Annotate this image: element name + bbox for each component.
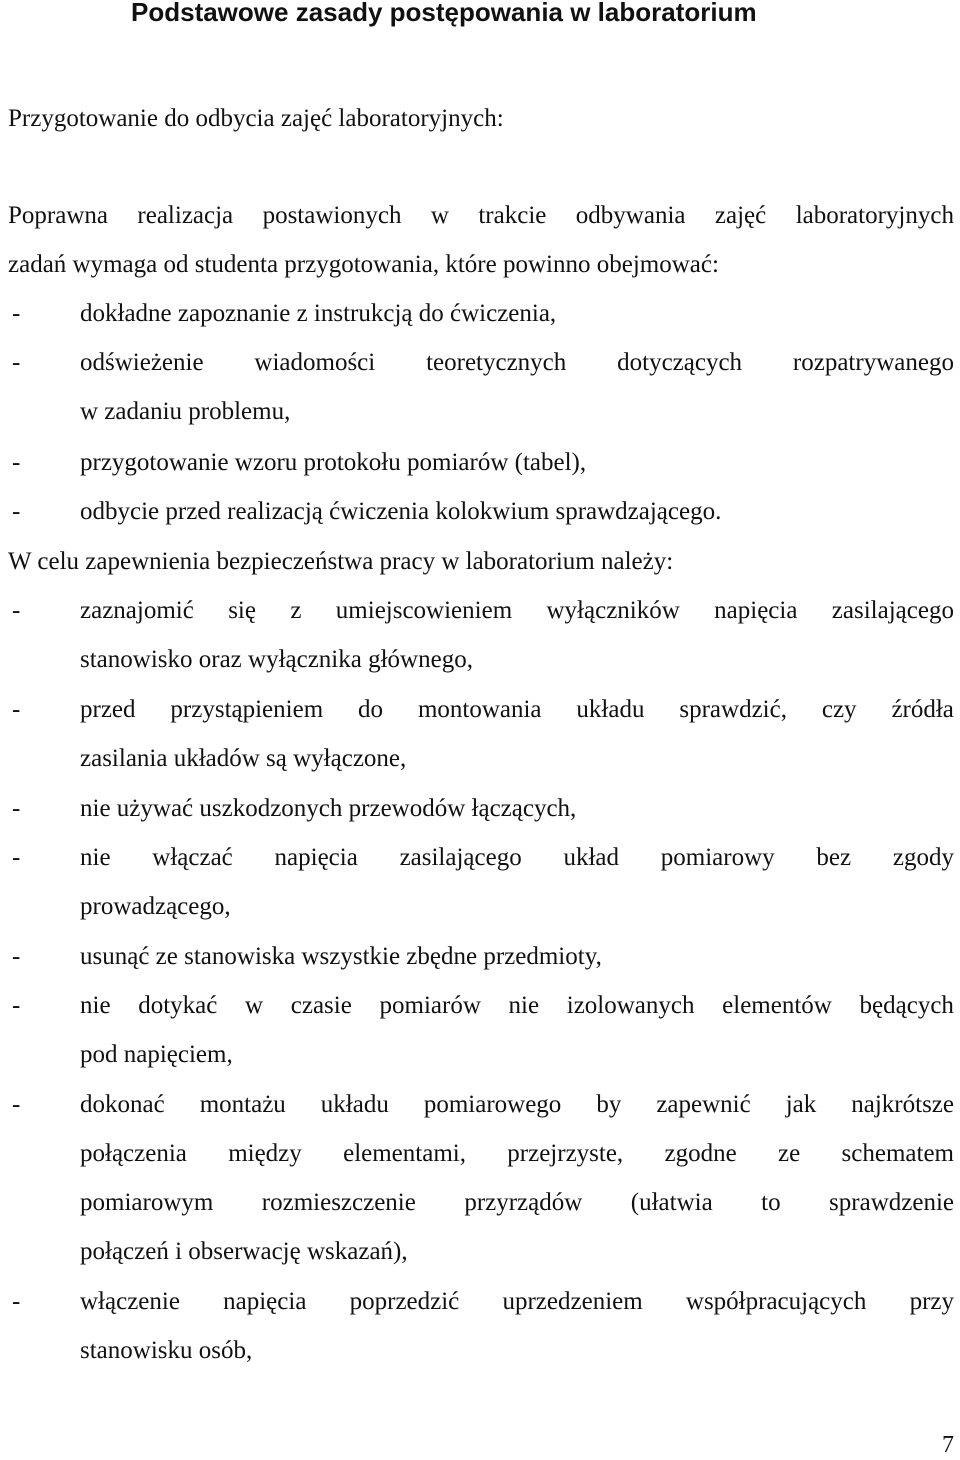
word: zapewnić — [656, 1091, 751, 1118]
safety-item-8-line-1 — [80, 1285, 954, 1319]
bullet-marker: - — [12, 1091, 21, 1118]
word: czy — [821, 696, 857, 723]
word: bez — [816, 844, 852, 871]
prep-item-2-line-1 — [80, 346, 954, 380]
word: nie — [508, 992, 540, 1019]
word: odświeżenie — [80, 349, 204, 376]
word: jak — [785, 1091, 817, 1118]
word: pomiarowego — [423, 1091, 562, 1118]
safety-item-1-line-2: stanowisko oraz wyłącznika głównego, — [80, 646, 473, 673]
word: schematem — [841, 1140, 954, 1167]
safety-item-5: usunąć ze stanowiska wszystkie zbędne przedmioty, — [80, 943, 602, 970]
word: czasie — [290, 992, 352, 1019]
word: elementów — [722, 992, 832, 1019]
word: połączenia — [80, 1140, 187, 1167]
page-number: 7 — [942, 1432, 954, 1458]
bullet-marker: - — [12, 449, 21, 476]
safety-item-2-line-2: zasilania układów są wyłączone, — [80, 745, 407, 772]
word: układu — [320, 1091, 389, 1118]
page-title: Podstawowe zasady postępowania w laboratorium — [131, 0, 757, 27]
section-heading: Przygotowanie do odbycia zajęć laboratoryjnych: — [8, 105, 504, 132]
bullet-marker: - — [12, 795, 21, 822]
word: izolowanych — [566, 992, 695, 1019]
word: włączać — [152, 844, 233, 871]
word: postawionych — [262, 202, 402, 229]
safety-item-7-line-1 — [80, 1088, 954, 1122]
bullet-marker: - — [12, 992, 21, 1019]
prep-item-4: odbycie przed realizacją ćwiczenia kolokwium sprawdzającego. — [80, 498, 722, 525]
intro-line-2: zadań wymaga od studenta przygotowania, które powinno obejmować: — [8, 251, 719, 278]
word: współpracujących — [685, 1288, 867, 1315]
safety-item-4-line-2: prowadzącego, — [80, 893, 231, 920]
prep-item-1: dokładne zapoznanie z instrukcją do ćwiczenia, — [80, 300, 557, 327]
word: ze — [778, 1140, 801, 1167]
word: przed — [80, 696, 136, 723]
bullet-marker: - — [12, 300, 21, 327]
word: odbywania — [575, 202, 686, 229]
word: Poprawna — [8, 202, 108, 229]
word: zgodne — [664, 1140, 737, 1167]
word: przystąpieniem — [170, 696, 324, 723]
word: się — [228, 597, 256, 624]
word: włączenie — [80, 1288, 180, 1315]
word: umiejscowieniem — [335, 597, 513, 624]
word: nie — [80, 844, 111, 871]
word: nie — [80, 992, 111, 1019]
word: pomiarowym — [80, 1189, 214, 1216]
word: teoretycznych — [426, 349, 567, 376]
bullet-marker: - — [12, 349, 21, 376]
word: przejrzyste, — [507, 1140, 624, 1167]
intro-line-1 — [8, 199, 954, 233]
word: napięcia — [714, 597, 798, 624]
word: trakcie — [478, 202, 547, 229]
word: najkrótsze — [851, 1091, 954, 1118]
bullet-marker: - — [12, 1288, 21, 1315]
word: dotyczących — [617, 349, 743, 376]
word: by — [596, 1091, 622, 1118]
word: źródła — [891, 696, 954, 723]
word: do — [358, 696, 384, 723]
bullet-marker: - — [12, 498, 21, 525]
prep-item-2-line-2: w zadaniu problemu, — [80, 398, 291, 425]
safety-item-8-line-2: stanowisku osób, — [80, 1337, 253, 1364]
word: sprawdzić, — [679, 696, 787, 723]
word: laboratoryjnych — [795, 202, 954, 229]
safety-item-4-line-1 — [80, 841, 954, 875]
word: przy — [909, 1288, 954, 1315]
word: w — [245, 992, 264, 1019]
word: układu — [576, 696, 645, 723]
word: rozpatrywanego — [792, 349, 954, 376]
bullet-marker: - — [12, 844, 21, 871]
bullet-marker: - — [12, 696, 21, 723]
word: zasilającego — [831, 597, 954, 624]
word: elementami, — [343, 1140, 466, 1167]
word: z — [290, 597, 302, 624]
safety-item-7-line-3 — [80, 1186, 954, 1220]
safety-item-6-line-2: pod napięciem, — [80, 1041, 233, 1068]
word: zasilającego — [399, 844, 522, 871]
safety-item-2-line-1 — [80, 693, 954, 727]
word: rozmieszczenie — [261, 1189, 416, 1216]
word: wiadomości — [254, 349, 376, 376]
word: pomiarowy — [660, 844, 775, 871]
word: między — [228, 1140, 302, 1167]
word: pomiarów — [379, 992, 481, 1019]
word: układ — [563, 844, 620, 871]
word: zajęć — [714, 202, 767, 229]
bullet-marker: - — [12, 597, 21, 624]
safety-item-7-line-2 — [80, 1137, 954, 1171]
word: napięcia — [223, 1288, 307, 1315]
word: dokonać — [80, 1091, 165, 1118]
word: w — [430, 202, 449, 229]
safety-item-7-line-4: połączeń i obserwację wskazań), — [80, 1238, 408, 1265]
word: przyrządów — [464, 1189, 583, 1216]
safety-item-3: nie używać uszkodzonych przewodów łączących, — [80, 795, 577, 822]
word: realizacja — [137, 202, 234, 229]
word: (ułatwia — [630, 1189, 713, 1216]
word: montażu — [199, 1091, 286, 1118]
word: zaznajomić — [80, 597, 194, 624]
prep-item-3: przygotowanie wzoru protokołu pomiarów (tabel), — [80, 449, 587, 476]
word: będących — [859, 992, 954, 1019]
word: poprzedzić — [349, 1288, 460, 1315]
word: zgody — [892, 844, 954, 871]
word: dotykać — [138, 992, 218, 1019]
safety-item-1-line-1 — [80, 594, 954, 628]
bullet-marker: - — [12, 943, 21, 970]
word: uprzedzeniem — [502, 1288, 643, 1315]
word: napięcia — [274, 844, 358, 871]
safety-item-6-line-1 — [80, 989, 954, 1023]
word: sprawdzenie — [829, 1189, 954, 1216]
word: to — [761, 1189, 781, 1216]
word: wyłączników — [546, 597, 680, 624]
word: montowania — [417, 696, 542, 723]
safety-heading: W celu zapewnienia bezpieczeństwa pracy w laboratorium należy: — [8, 548, 674, 575]
